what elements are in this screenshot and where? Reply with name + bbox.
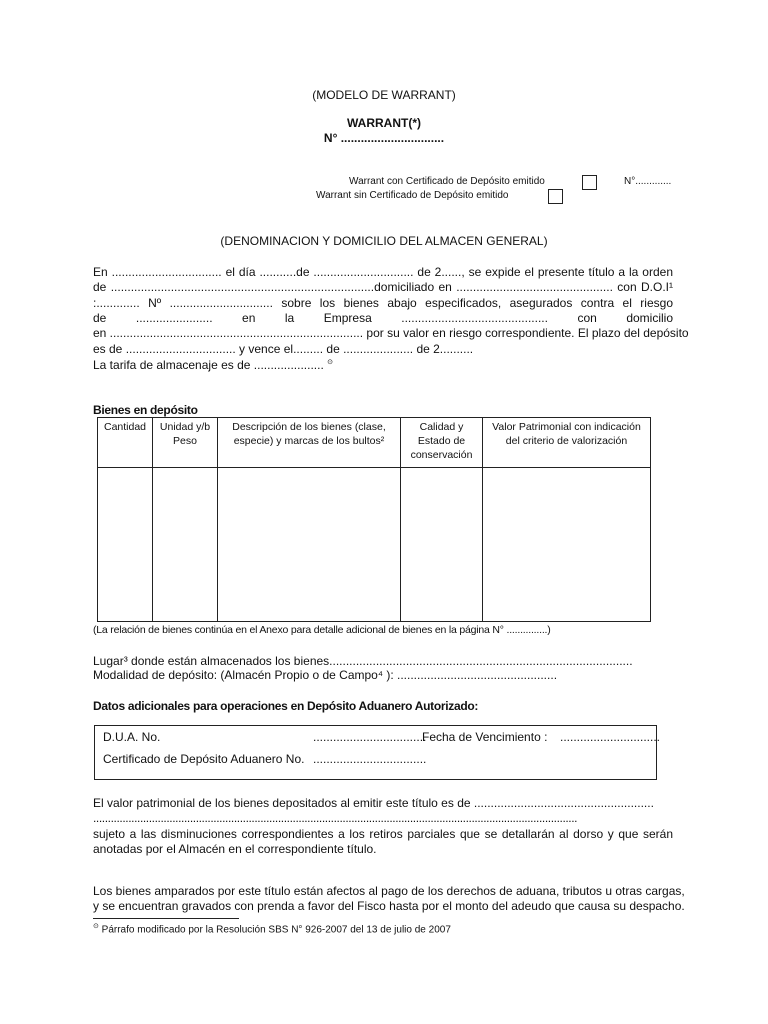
customs-certificate-field[interactable]: .................................. <box>313 752 427 766</box>
with-certificate-label: Warrant con Certificado de Depósito emitido <box>349 176 545 187</box>
without-certificate-checkbox[interactable] <box>548 189 563 204</box>
goods-header-row <box>98 418 651 468</box>
customs-paragraph-line-1: Los bienes amparados por este título están afectos al pago de los derechos de aduana, tributos u otras cargas, <box>93 884 685 898</box>
cell-quality[interactable] <box>401 468 483 622</box>
dua-label: D.U.A. No. <box>103 730 161 744</box>
col-quality: Calidad y Estado de conservación <box>401 418 483 468</box>
body-line-5: en ............................................................................ por su valor en riesgo correspondiente. El plazo del depósito <box>93 326 689 340</box>
value-line-4: anotadas por el Almacén en el correspondiente título. <box>93 842 377 856</box>
footnote-mark: ⊙ <box>93 923 99 930</box>
customs-certificate-label: Certificado de Depósito Aduanero No. <box>103 752 305 766</box>
col-unit: Unidad y/b Peso <box>153 418 218 468</box>
with-certificate-checkbox[interactable] <box>582 175 597 190</box>
value-line-2: ..................................................................................................................................................................... <box>93 811 578 825</box>
footnote <box>93 922 451 935</box>
goods-table <box>97 417 651 622</box>
value-line-3: sujeto a las disminuciones correspondientes a los retiros parciales que se detallarán al dorso y que serán <box>93 827 673 841</box>
expiry-field[interactable]: .............................. <box>560 730 661 744</box>
cell-value[interactable] <box>483 468 651 622</box>
cell-unit[interactable] <box>153 468 218 622</box>
value-line-1: El valor patrimonial de los bienes depositados al emitir este título es de ...................................................... <box>93 796 654 810</box>
body-line-1: En ................................. el día ...........de .............................. de 2......, se expide el presente título a la orden <box>93 265 673 279</box>
customs-paragraph-line-2: y se encuentran gravados con prenda a favor del Fisco hasta por el monto del adeudo que causa su despacho. <box>93 899 685 913</box>
customs-box <box>94 725 661 780</box>
tariff-mark: ⊙ <box>327 359 334 366</box>
col-description: Descripción de los bienes (clase, especie) y marcas de los bultos² <box>218 418 401 468</box>
tariff-text: La tarifa de almacenaje es de ..................... <box>93 358 324 372</box>
body-line-6: es de ................................. y vence el......... de ..................... de 2.......... <box>93 342 474 356</box>
footnote-divider <box>93 918 239 919</box>
col-quantity: Cantidad <box>98 418 153 468</box>
certificate-number-field: N°............. <box>624 176 672 187</box>
expiry-label: Fecha de Vencimiento : <box>422 730 548 744</box>
body-line-2: de ...............................................................................domiciliado en ............................................... con D.O.I¹ <box>93 280 673 294</box>
deposit-modality-line: Modalidad de depósito: (Almacén Propio o de Campo⁴ ): ................................................ <box>93 668 558 682</box>
goods-title: Bienes en depósito <box>93 403 198 417</box>
col-value: Valor Patrimonial con indicación del criterio de valorización <box>483 418 651 468</box>
goods-note: (La relación de bienes continúa en el Anexo para detalle adicional de bienes en la página N° ...............) <box>93 624 551 636</box>
warehouse-heading: (DENOMINACION Y DOMICILIO DEL ALMACEN GENERAL) <box>220 234 548 248</box>
storage-place-line: Lugar³ donde están almacenados los bienes........................................................................................... <box>93 654 633 668</box>
cell-description[interactable] <box>218 468 401 622</box>
body-line-3: :............. Nº ............................... sobre los bienes abajo especificados, asegurados contra el riesgo <box>93 296 673 310</box>
footnote-text: Párrafo modificado por la Resolución SBS N° 926-2007 del 13 de julio de 2007 <box>101 924 451 936</box>
without-certificate-label: Warrant sin Certificado de Depósito emitido <box>316 190 509 201</box>
goods-body-row <box>98 468 651 622</box>
body-line-7 <box>93 358 333 372</box>
customs-title: Datos adicionales para operaciones en Depósito Aduanero Autorizado: <box>93 699 479 713</box>
body-line-4: de ....................... en la Empresa ............................................ con domicilio <box>93 311 673 325</box>
document-number: N° ............................... <box>323 131 445 145</box>
cell-quantity[interactable] <box>98 468 153 622</box>
model-title: (MODELO DE WARRANT) <box>312 88 456 102</box>
dua-field[interactable]: .................................. <box>313 730 427 744</box>
document-title: WARRANT(*) <box>347 116 421 130</box>
